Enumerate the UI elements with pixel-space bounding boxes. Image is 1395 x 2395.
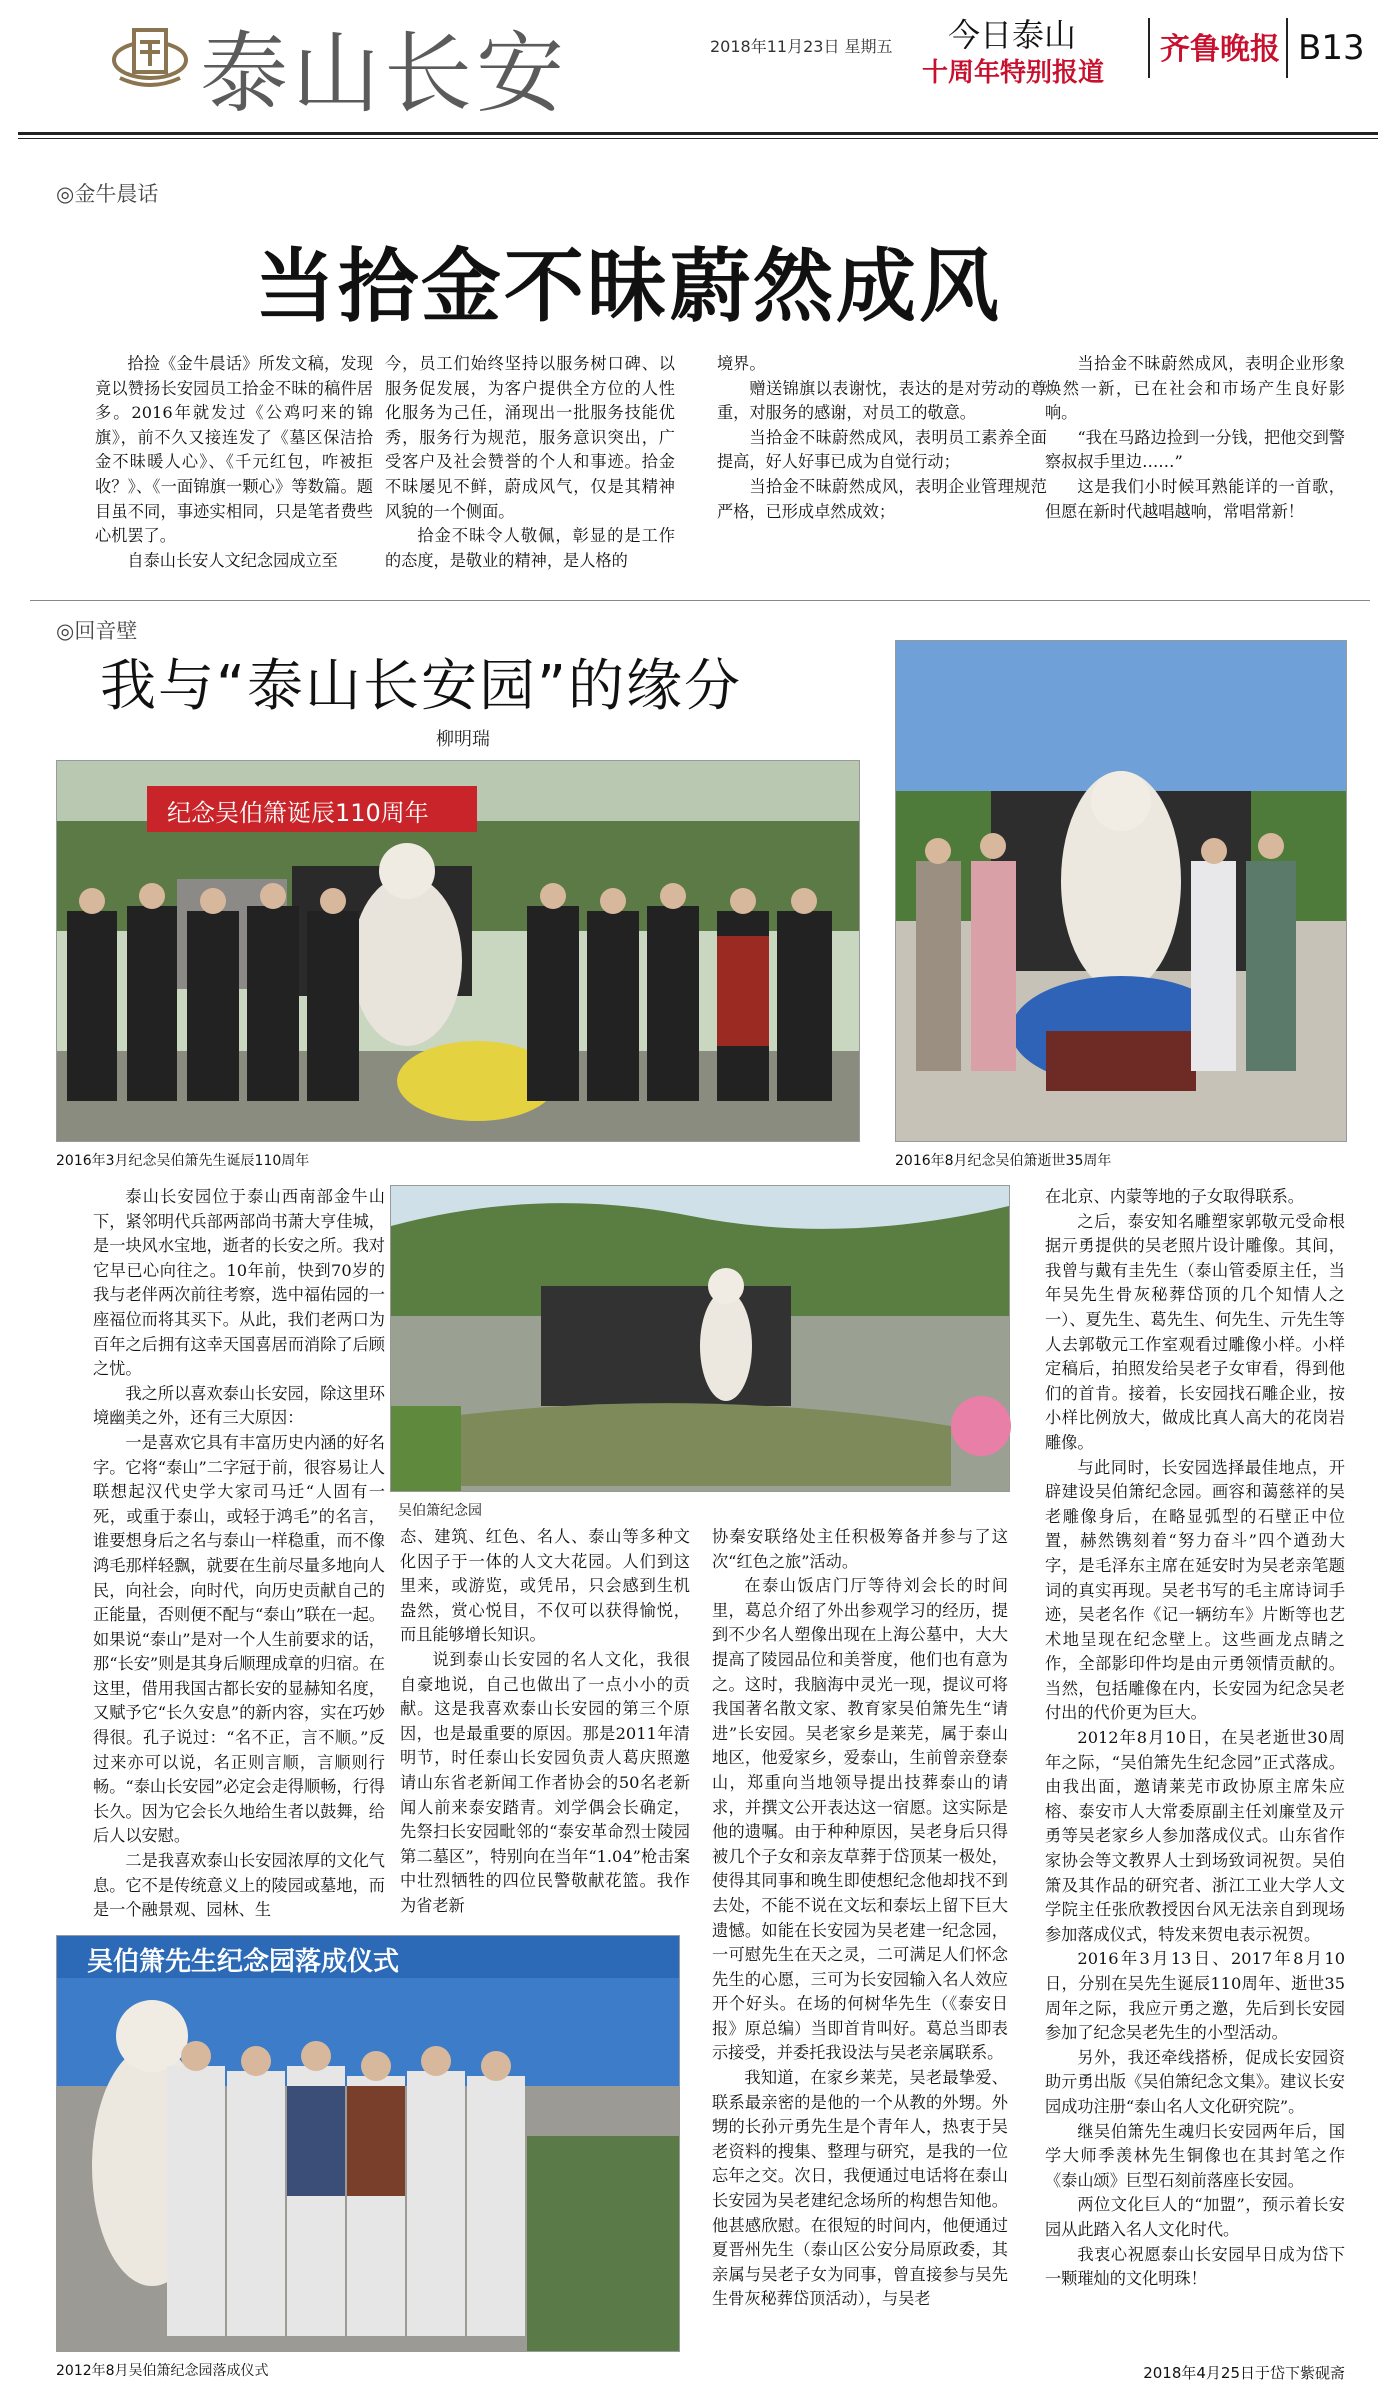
- paragraph: 与此同时，长安园选择最佳地点，开辟建设吴伯箫纪念园。画容和蔼慈祥的吴老雕像身后，在略显弧型的石壁正中位置，赫然镌刻着“努力奋斗”四个遒劲大字，是毛泽东主席在延安时为吴老亲笔题词的真实再现。吴老书写的毛主席诗词手迹，吴老名作《记一辆纺车》片断等也艺术地呈现在纪念壁上。这些画龙点睛之作，全部影印件均是由亓勇领情贡献的。当然，包括雕像在内，长安园为纪念吴老付出的代价更为巨大。: [1045, 1457, 1345, 1723]
- article1-column-4: [1045, 352, 1345, 577]
- paragraph: 两位文化巨人的“加盟”，预示着长安园从此踏入名人文化时代。: [1045, 2195, 1345, 2239]
- masthead-logo: [110, 22, 190, 92]
- photo-caption: 2012年8月吴伯箫纪念园落成仪式: [56, 2363, 269, 2379]
- headline: 当拾金不昧蔚然成风: [255, 240, 1002, 333]
- page-section-title: 泰山长安: [200, 22, 569, 125]
- paragraph: 说到泰山长安园的名人文化，我很自豪地说，自己也做出了一点小小的贡献。这是我喜欢泰山长安园的第三个原因，也是最重要的原因。那是2011年清明节，时任泰山长安园负责人葛庆照邀请山东省老新闻工作者协会的50名老新闻人前来泰安踏青。刘学偶会长确定，先祭扫长安园毗邻的“泰安革命烈士陵园第二墓区”，特别向在当年“1.04”枪击案中壮烈牺牲的四位民警敬献花篮。我作为省老新: [400, 1649, 690, 1915]
- newspaper-name: 齐鲁晚报: [1160, 32, 1280, 67]
- photo-image: [57, 1936, 679, 2351]
- paragraph: 拾金不昧令人敬佩，彰显的是工作的态度，是敬业的精神，是人格的: [385, 526, 675, 570]
- photo-anniversary-110: [56, 760, 860, 1142]
- paragraph: 当拾金不昧蔚然成风，表明员工素养全面提高，好人好事已成为自觉行动；: [717, 427, 1047, 472]
- headline: 我与“泰山长安园”的缘分: [100, 654, 743, 719]
- paragraph: 协秦安联络处主任积极筹备并参与了这次“红色之旅”活动。: [712, 1527, 1008, 1571]
- paragraph: 态、建筑、红色、名人、泰山等多种文化因子于一体的人文大花园。人们到这里来，或游览，或凭吊，只会感到生机盎然，赏心悦目，不仅可以获得愉悦，而且能够增长知识。: [400, 1527, 690, 1645]
- paragraph: 我之所以喜欢泰山长安园，除这里环境幽美之外，还有三大原因：: [93, 1383, 385, 1428]
- photo-caption: 2016年8月纪念吴伯箫逝世35周年: [895, 1153, 1112, 1169]
- photo-anniversary-35: [895, 640, 1347, 1142]
- paragraph: “我在马路边捡到一分钱，把他交到警察叔叔手里边……”: [1045, 427, 1345, 472]
- photo-caption: 吴伯箫纪念园: [398, 1503, 482, 1519]
- paragraph: 继吴伯箫先生魂归长安园两年后，国学大师季羡林先生铜像也在其封笔之作《泰山颂》巨型石刻前落座长安园。: [1045, 2121, 1345, 2190]
- header-rule: [18, 132, 1378, 135]
- special-report-label: 十周年特别报道: [922, 58, 1105, 88]
- photo-memorial-garden: [390, 1185, 1010, 1492]
- paragraph: 之后，泰安知名雕塑家郭敬元受命根据亓勇提供的吴老照片设计雕像。其间，我曾与戴有圭先生（泰山管委原主任，当年吴先生骨灰秘葬岱顶的几个知情人之一）、夏先生、葛先生、何先生、亓先生等人去郭敬元工作室观看过雕像小样。小样定稿后，拍照发给吴老子女审看，得到他们的首肯。接着，长安园找石雕企业，按小样比例放大，做成比真人高大的花岗岩雕像。: [1045, 1211, 1345, 1452]
- paragraph: 在北京、内蒙等地的子女取得联系。: [1045, 1187, 1304, 1206]
- article2-column-a: [93, 1185, 385, 1920]
- paragraph: 我知道，在家乡莱芜，吴老最挚爱、联系最亲密的是他的一个从教的外甥。外甥的长孙亓勇先生是个青年人，热衷于吴老资料的搜集、整理与研究，是我的一位忘年之交。次日，我便通过电话将在泰山长安园为吴老建纪念场所的构想告知他。他甚感欣慰。在很短的时间内，他便通过夏晋州先生（泰山区公安分局原政委，其亲属与吴老子女为同事，曾直接参与吴先生骨灰秘葬岱顶活动），与吴老: [712, 2068, 1008, 2309]
- paragraph: 赠送锦旗以表谢忱，表达的是对劳动的尊重，对服务的感谢，对员工的敬意。: [717, 378, 1047, 423]
- column-name: 今日泰山: [948, 16, 1077, 54]
- author-byline: 柳明瑞: [436, 729, 490, 750]
- photo-inauguration-ceremony: [56, 1935, 680, 2352]
- article-dateline: 2018年4月25日于岱下紫砚斋: [1143, 2364, 1345, 2382]
- photo-image: [391, 1186, 1009, 1491]
- article2-column-c: [712, 1525, 1008, 2375]
- paragraph: 自泰山长安人文纪念园成立至: [127, 550, 338, 570]
- photo-banner-text: 吴伯箫先生纪念园落成仪式: [87, 1947, 400, 1977]
- article1-column-1: [95, 352, 373, 577]
- photo-image: [896, 641, 1346, 1141]
- photo-caption: 2016年3月纪念吴伯箫先生诞辰110周年: [56, 1153, 310, 1169]
- paragraph: 我衷心祝愿泰山长安园早日成为岱下一颗璀灿的文化明珠！: [1045, 2244, 1345, 2289]
- article2-column-b: [400, 1525, 690, 1945]
- paragraph: 一是喜欢它具有丰富历史内涵的好名字。它将“泰山”二字冠于前，很容易让人联想起汉代史学大家司马迁“人固有一死，或重于泰山，或轻于鸿毛”的名言，谁要想身后之名与泰山一样稳重，而不像鸿毛那样轻飘，就要在生前尽量多地向人民，向社会，向时代，向历史贡献自己的正能量，否则便不配与“泰山”联在一起。如果说“泰山”是对一个人生前要求的话，那“长安”则是其身后顺理成章的归宿。在这里，借用我国古都长安的显赫知名度，又赋予它“长久安息”的新内容，实在巧妙得很。孔子说过：“名不正，言不顺。”反过来亦可以说，名正则言顺，言顺则行畅。“泰山长安园”必定会走得顺畅，行得长久。因为它会长久地给生者以鼓舞，给后人以安慰。: [93, 1432, 385, 1846]
- paragraph: 今，员工们始终坚持以服务树口碑、以服务促发展，为客户提供全方位的人性化服务为己任，涌现出一批服务技能优秀，服务行为规范，服务意识突出，广受客户及社会赞誉的个人和事迹。拾金不昧屡见不鲜，蔚成风气，仅是其精神风貌的一个侧面。: [385, 354, 675, 521]
- logo-emblem-icon: [110, 22, 190, 92]
- section-divider: [30, 600, 1370, 601]
- section-label: ◎回音壁: [56, 619, 138, 643]
- paragraph: 2012年8月10日，在吴老逝世30周年之际，“吴伯箫先生纪念园”正式落成。由我出面，邀请莱芜市政协原主席朱应榕、泰安市人大常委原副主任刘廉堂及亓勇等吴老家乡人参加落成仪式。山东省作家协会等文教界人士到场致词祝贺。吴伯箫及其作品的研究者、浙江工业大学人文学院主任张欣教授因台风无法亲自到现场参加落成仪式，特发来贺电表示祝贺。: [1045, 1728, 1345, 1944]
- paragraph: 泰山长安园位于泰山西南部金牛山下，紧邻明代兵部两部尚书萧大亨佳城，是一块风水宝地，逝者的长安之所。我对它早已心向往之。10年前，快到70岁的我与老伴两次前往考察，选中福佑园的一座福位而将其买下。从此，我们老两口为百年之后拥有这幸天国喜居而消除了后顾之忧。: [93, 1187, 385, 1379]
- section-label: ◎金牛晨话: [56, 182, 159, 206]
- paragraph: 当拾金不昧蔚然成风，表明企业形象焕然一新，已在社会和市场产生良好影响。: [1045, 354, 1345, 423]
- paragraph: 拾捡《金牛晨话》所发文稿，发现竟以赞扬长安园员工拾金不昧的稿件居多。2016年就发过《公鸡叼来的锦旗》，前不久又接连发了《墓区保洁拾金不昧暖人心》、《千元红包，咋被拒收？》、《一面锦旗一颗心》等数篇。题目虽不同，事迹实相同，只是笔者费些心机罢了。: [95, 354, 373, 546]
- photo-banner-text: 纪念吴伯箫诞辰110周年: [167, 799, 429, 827]
- paragraph: 另外，我还牵线搭桥，促成长安园资助亓勇出版《吴伯箫纪念文集》。建议长安园成功注册“泰山名人文化研究院”。: [1045, 2047, 1345, 2116]
- header-divider: [1148, 18, 1150, 78]
- article2-column-d: [1045, 1185, 1345, 2355]
- article1-column-3: [717, 352, 1047, 577]
- paragraph: 这是我们小时候耳熟能详的一首歌，但愿在新时代越唱越响，常唱常新！: [1045, 476, 1345, 521]
- paragraph: 二是我喜欢泰山长安园浓厚的文化气息。它不是传统意义上的陵园或墓地，而是一个融景观、园林、生: [93, 1851, 385, 1920]
- issue-date: 2018年11月23日 星期五: [710, 37, 893, 56]
- article1-column-2: [385, 352, 675, 577]
- paragraph: 在泰山饭店门厅等待刘会长的时间里，葛总介绍了外出参观学习的经历，提到不少名人塑像出现在上海公墓中，大大提高了陵园品位和美誉度，他们也有意为之。这时，我脑海中灵光一现，提议可将我国著名散文家、教育家吴伯箫先生“请进”长安园。吴老家乡是莱芜，属于泰山地区，他爱家乡，爱泰山，生前曾亲登泰山，郑重向当地领导提出技葬泰山的请求，并撰文公开表达这一宿愿。这实际是他的遗嘱。由于种种原因，吴老身后只得被几个子女和亲友草葬于岱顶某一极处，使得其同事和晚生即使想纪念他却找不到去处，不能不说在文坛和泰坛上留下巨大遗憾。如能在长安园为吴老建一纪念园，一可慰先生在天之灵，二可满足人们怀念先生的心愿，三可为长安园输入名人效应开个好头。在场的何树华先生（《泰安日报》原总编）当即首肯叫好。葛总当即表示接受，并委托我设法与吴老亲属联系。: [712, 1576, 1008, 2063]
- paragraph: 2016年3月13日、2017年8月10日，分别在吴先生诞辰110周年、逝世35周年之际，我应亓勇之邀，先后到长安园参加了纪念吴老先生的小型活动。: [1045, 1949, 1345, 2043]
- paragraph: 当拾金不昧蔚然成风，表明企业管理规范严格，已形成卓然成效；: [717, 476, 1047, 521]
- paragraph: 境界。: [717, 354, 766, 373]
- page-number: B13: [1298, 28, 1365, 68]
- header-rule-thin: [18, 138, 1378, 139]
- header-divider: [1286, 18, 1288, 78]
